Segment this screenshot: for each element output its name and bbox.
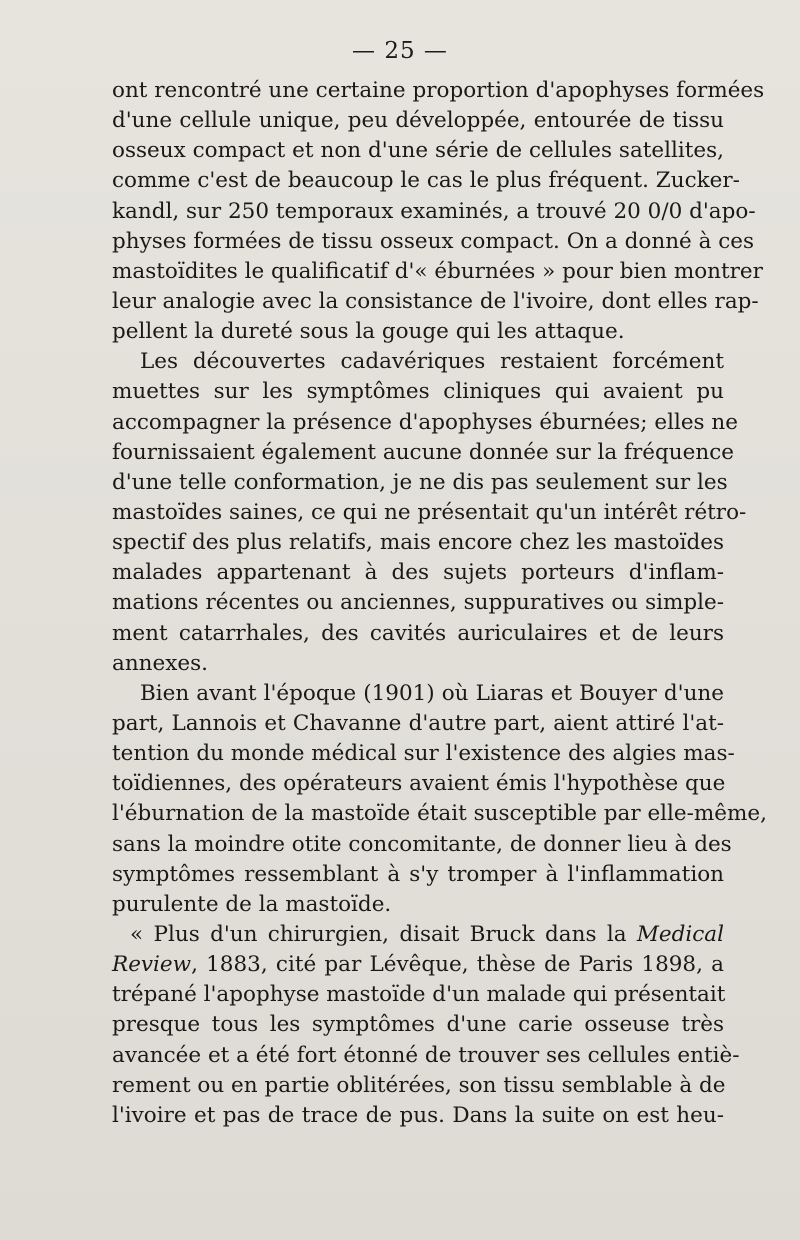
- text-line: muettes sur les symptômes cliniques qui avaient pu: [112, 379, 724, 405]
- text-line: avancée et a été fort étonné de trouver ses cellules entiè-: [112, 1042, 740, 1068]
- text-line: rement ou en partie oblitérées, son tissu semblable à de: [112, 1072, 726, 1098]
- text-line: trépané l'apophyse mastoïde d'un malade qui présentait: [112, 982, 726, 1008]
- text-line: kandl, sur 250 temporaux examinés, a trouvé 20 0/0 d'apo-: [112, 198, 756, 224]
- text-segment: « Plus d'un chirurgien, disait Bruck dans la: [130, 921, 637, 947]
- text-line: toïdiennes, des opérateurs avaient émis l'hypothèse que: [112, 771, 726, 797]
- text-line: spectif des plus relatifs, mais encore chez les mastoïdes: [112, 530, 724, 556]
- text-line: Bien avant l'époque (1901) où Liaras et Bouyer d'une: [140, 680, 724, 706]
- text-line: fournissaient également aucune donnée sur la fréquence: [112, 439, 734, 465]
- text-line: leur analogie avec la consistance de l'ivoire, dont elles rap-: [112, 288, 759, 314]
- text-line: mastoïdes saines, ce qui ne présentait qu'un intérêt rétro-: [112, 499, 747, 525]
- text-line: l'ivoire et pas de trace de pus. Dans la suite on est heu-: [112, 1102, 724, 1128]
- text-line: symptômes ressemblant à s'y tromper à l'inflammation: [112, 861, 724, 887]
- text-segment: , 1883, cité par Lévêque, thèse de Paris 1898, a: [191, 952, 724, 978]
- text-line: mastoïdites le qualificatif d'« éburnées » pour bien montrer: [112, 258, 763, 284]
- paragraph-4: [112, 920, 740, 1131]
- text-line: [112, 950, 724, 980]
- text-line: l'éburnation de la mastoïde était susceptible par elle-même,: [112, 801, 767, 827]
- text-line: malades appartenant à des sujets porteurs d'inflam-: [112, 560, 724, 586]
- text-line: d'une cellule unique, peu développée, entourée de tissu: [112, 108, 724, 134]
- italic-title: Medical: [636, 921, 724, 947]
- text-line: purulente de la mastoïde.: [112, 891, 392, 917]
- text-line: mations récentes ou anciennes, suppuratives ou simple-: [112, 590, 724, 616]
- paragraph-2: [112, 347, 747, 679]
- text-line: accompagner la présence d'apophyses éburnées; elles ne: [112, 409, 738, 435]
- text-line: part, Lannois et Chavanne d'autre part, aient attiré l'at-: [112, 710, 724, 736]
- paragraph-1: [112, 76, 765, 347]
- paragraph-3: [112, 679, 767, 920]
- text-line: comme c'est de beaucoup le cas le plus fréquent. Zucker-: [112, 168, 740, 194]
- italic-title: Review: [112, 952, 192, 978]
- body-text: [112, 76, 767, 1131]
- text-line: osseux compact et non d'une série de cellules satellites,: [112, 138, 724, 164]
- text-line: d'une telle conformation, je ne dis pas seulement sur les: [112, 469, 728, 495]
- text-line: physes formées de tissu osseux compact. On a donné à ces: [112, 228, 755, 254]
- text-line: tention du monde médical sur l'existence des algies mas-: [112, 741, 735, 767]
- text-line: [112, 920, 724, 950]
- text-line: ment catarrhales, des cavités auriculaires et de leurs: [112, 620, 724, 646]
- text-line: presque tous les symptômes d'une carie osseuse très: [112, 1012, 724, 1038]
- page-number: — 25 —: [352, 38, 448, 64]
- text-line: annexes.: [112, 650, 208, 676]
- text-line: sans la moindre otite concomitante, de donner lieu à des: [112, 831, 732, 857]
- text-line: Les découvertes cadavériques restaient forcément: [140, 349, 724, 375]
- text-line: ont rencontré une certaine proportion d'apophyses formées: [112, 78, 765, 103]
- text-line: pellent la dureté sous la gouge qui les attaque.: [112, 319, 625, 345]
